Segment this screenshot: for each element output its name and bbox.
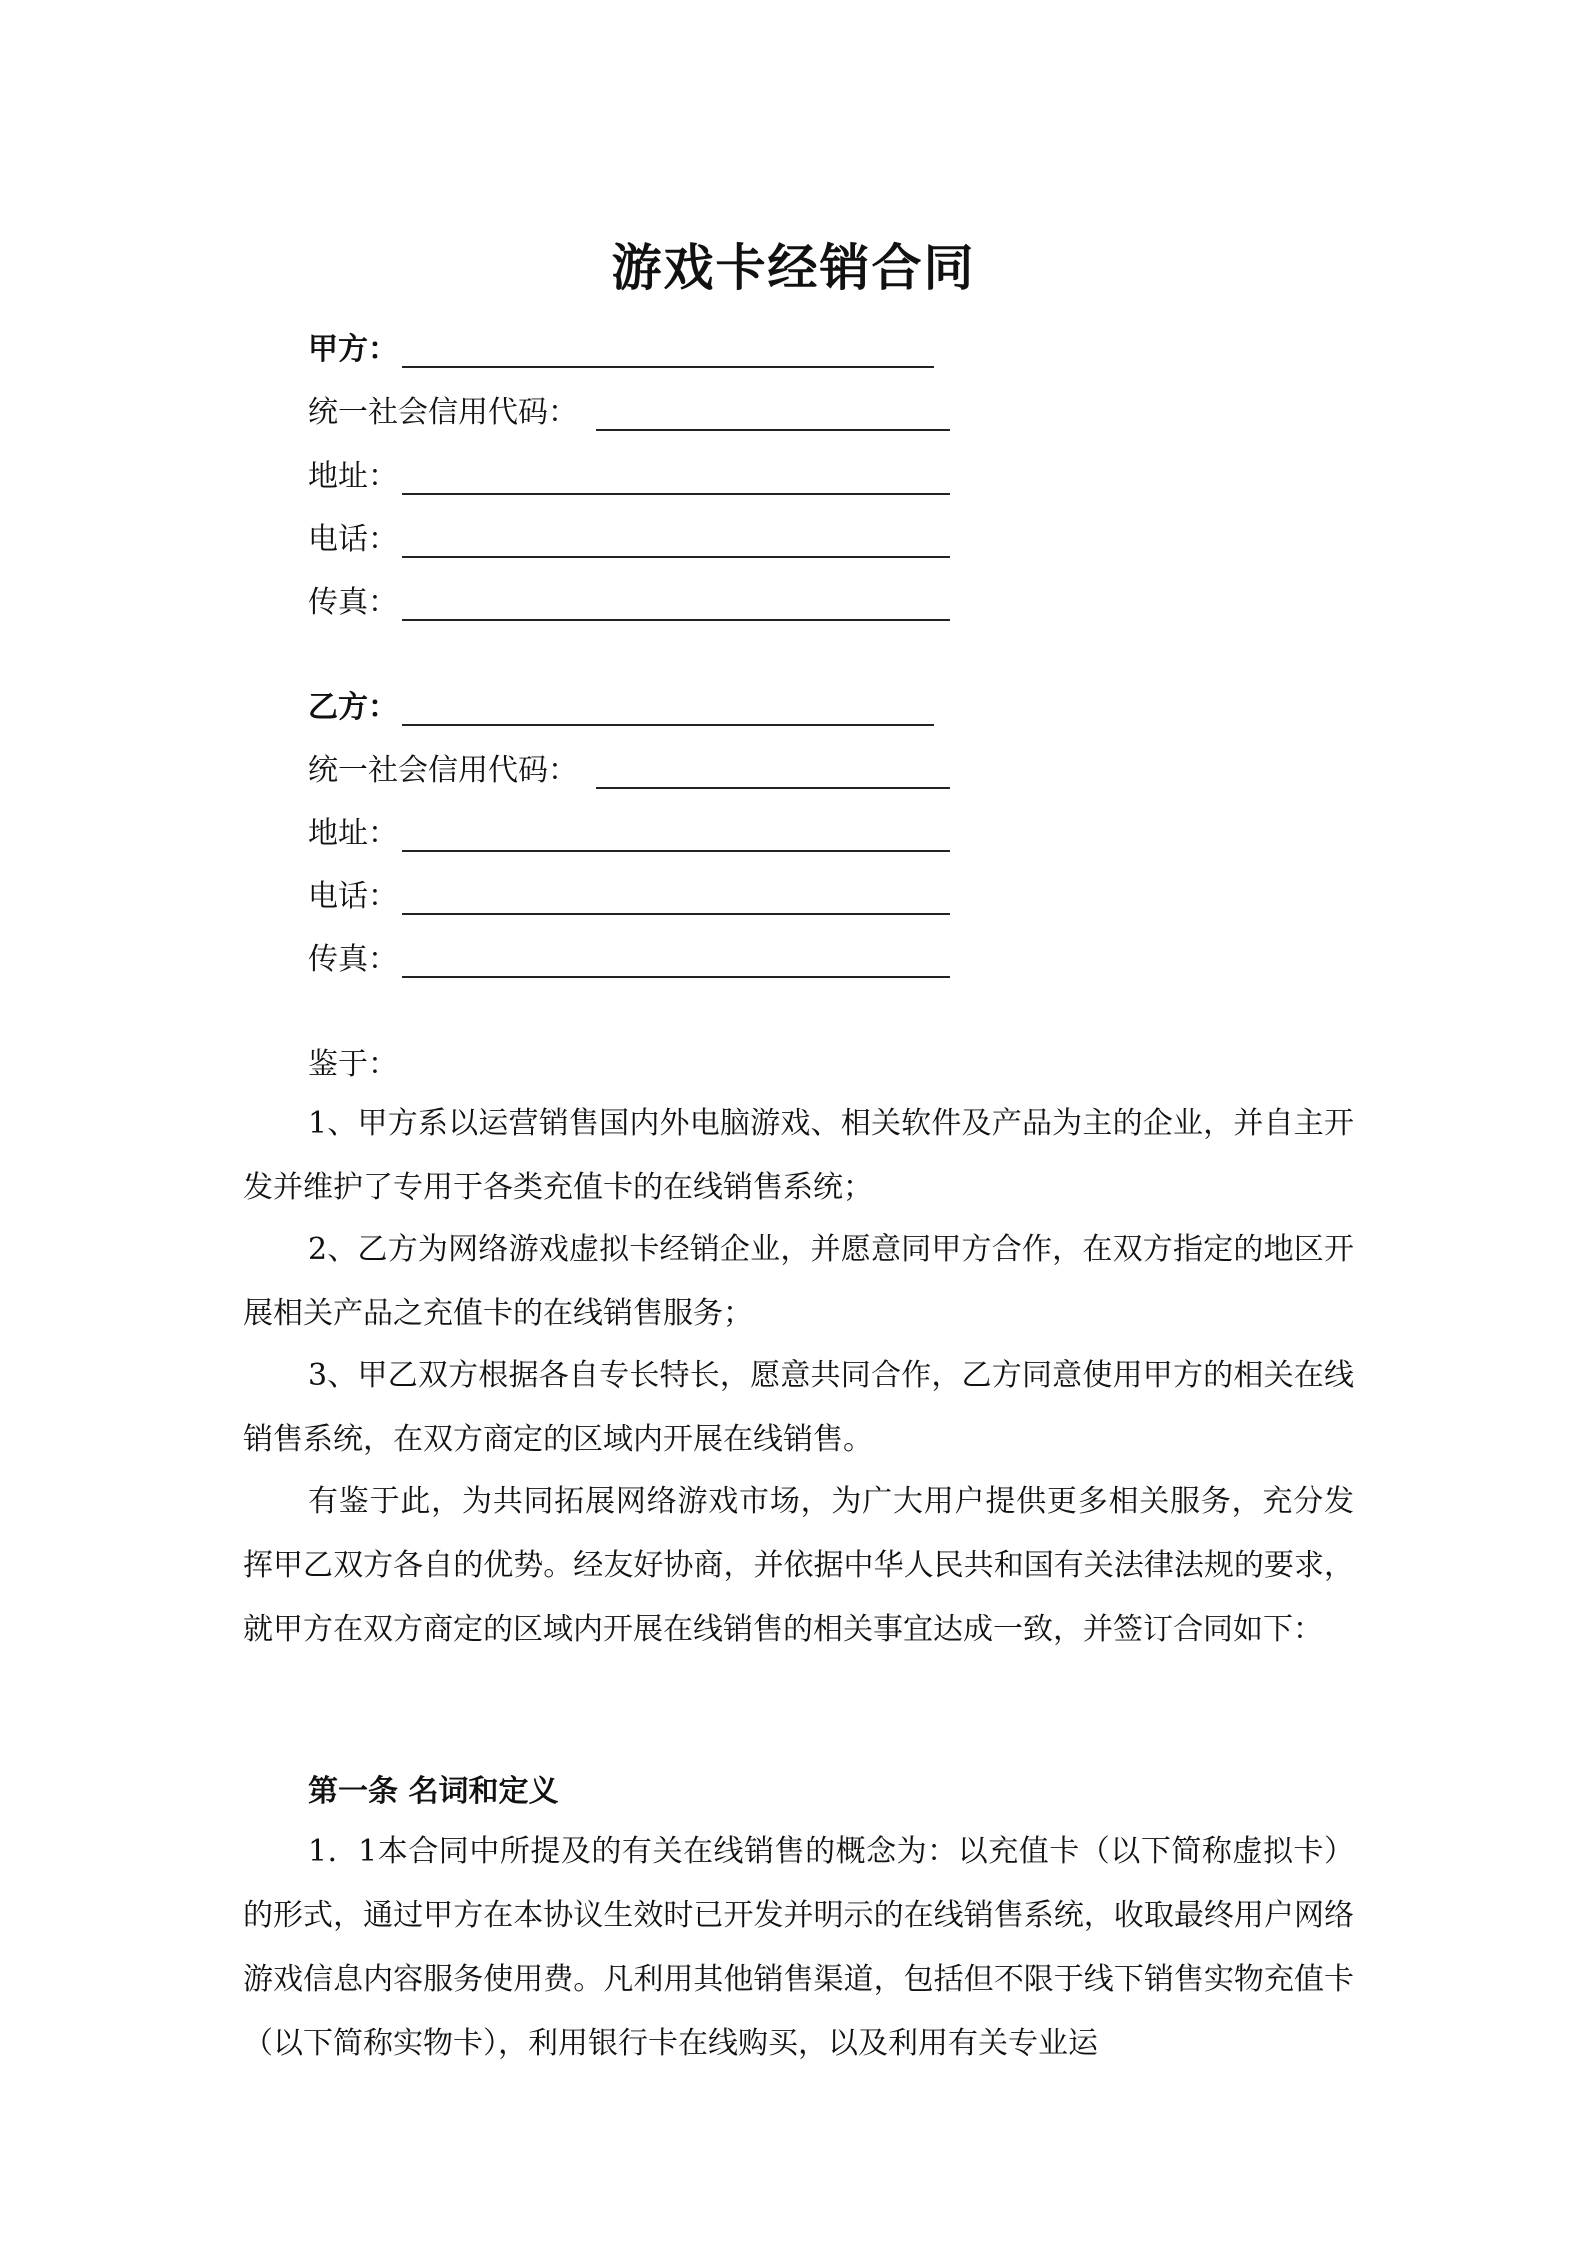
party-b-phone-blank xyxy=(402,913,950,915)
party-b-address-label: 地址： xyxy=(308,816,398,851)
party-b-address-field xyxy=(308,812,958,856)
party-a-fax-blank xyxy=(402,619,950,621)
whereas-item-1: 1、甲方系以运营销售国内外电脑游戏、相关软件及产品为主的企业，并自主开发并维护了专用于各类充值卡的在线销售系统； xyxy=(243,1106,1354,1205)
party-b-code-blank xyxy=(596,787,950,789)
party-a-address-blank xyxy=(402,493,950,495)
party-a-name-field xyxy=(308,328,958,372)
whereas-item-3: 3、甲乙双方根据各自专长特长，愿意共同合作，乙方同意使用甲方的相关在线销售系统，在双方商定的区域内开展在线销售。 xyxy=(243,1358,1354,1457)
party-a-phone-field xyxy=(308,518,958,562)
party-a-code-label: 统一社会信用代码： xyxy=(308,395,578,430)
whereas-conclusion: 有鉴于此，为共同拓展网络游戏市场，为广大用户提供更多相关服务，充分发挥甲乙双方各自的优势。经友好协商，并依据中华人民共和国有关法律法规的要求，就甲方在双方商定的区域内开展在线销售的相关事宜达成一致，并签订合同如下： xyxy=(243,1484,1354,1647)
party-a-fax-label: 传真： xyxy=(308,585,398,620)
party-a-phone-blank xyxy=(402,556,950,558)
party-a-code-field xyxy=(308,391,958,435)
document-title: 游戏卡经销合同 xyxy=(611,239,976,297)
whereas-intro xyxy=(308,1043,398,1087)
party-a-address-field xyxy=(308,455,958,499)
party-b-name-label: 乙方： xyxy=(308,690,398,725)
party-b-name-field xyxy=(308,686,958,730)
whereas-intro-text: 鉴于： xyxy=(308,1047,398,1082)
party-b-fax-field xyxy=(308,938,958,982)
party-b-fax-blank xyxy=(402,976,950,978)
article-1-heading: 第一条 名词和定义 xyxy=(308,1774,559,1809)
party-a-code-blank xyxy=(596,429,950,431)
whereas-item-2: 2、乙方为网络游戏虚拟卡经销企业，并愿意同甲方合作，在双方指定的地区开展相关产品之充值卡的在线销售服务； xyxy=(243,1232,1354,1331)
party-b-fax-label: 传真： xyxy=(308,942,398,977)
party-a-name-blank xyxy=(402,366,934,368)
article-1-clause-1: 1．1本合同中所提及的有关在线销售的概念为：以充值卡（以下简称虚拟卡）的形式，通过甲方在本协议生效时已开发并明示的在线销售系统，收取最终用户网络游戏信息内容服务使用费。凡利用其他销售渠道，包括但不限于线下销售实物充值卡（以下简称实物卡），利用银行卡在线购买，以及利用有关专业运 xyxy=(243,1834,1354,2061)
party-a-phone-label: 电话： xyxy=(308,522,398,557)
party-b-phone-label: 电话： xyxy=(308,879,398,914)
party-a-address-label: 地址： xyxy=(308,459,398,494)
party-b-code-label: 统一社会信用代码： xyxy=(308,753,578,788)
party-b-code-field xyxy=(308,749,958,793)
party-b-address-blank xyxy=(402,850,950,852)
party-a-name-label: 甲方： xyxy=(308,332,398,367)
party-b-name-blank xyxy=(402,724,934,726)
party-b-phone-field xyxy=(308,875,958,919)
party-a-fax-field xyxy=(308,581,958,625)
